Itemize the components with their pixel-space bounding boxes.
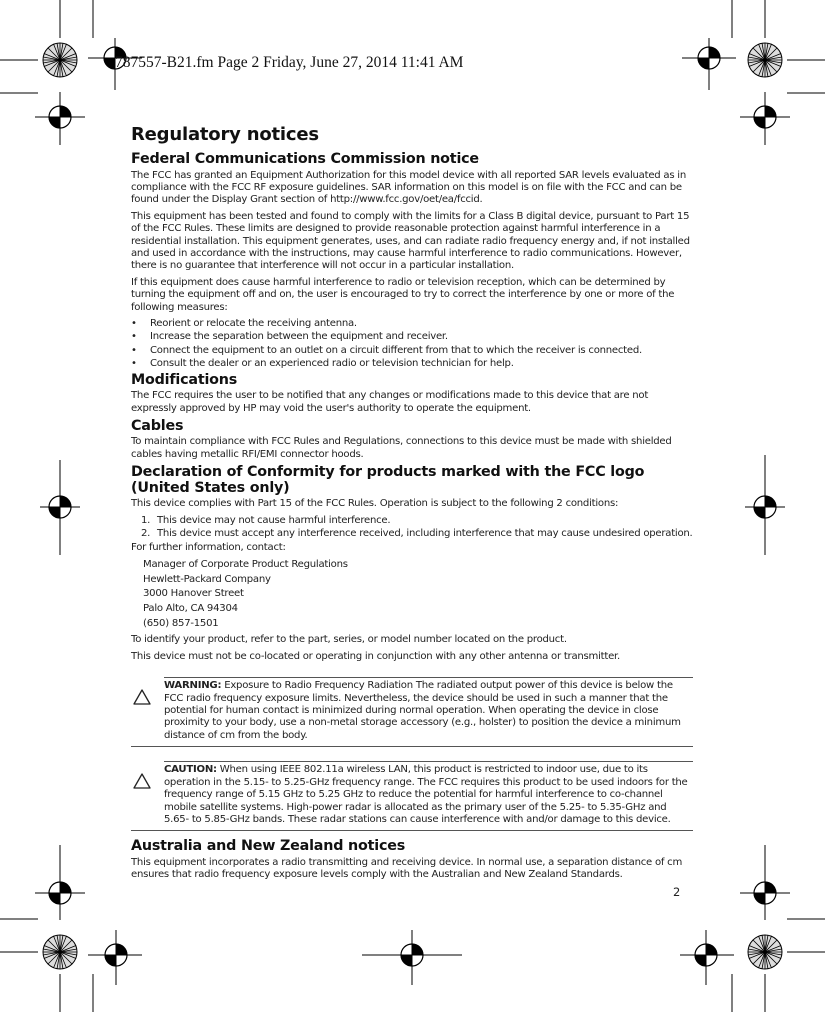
fcc-paragraph-1: The FCC has granted an Equipment Authorization for this model device with all reported SAR levels evaluated as in compliance with the FCC RF exposure guidelines. SAR information on this model is on file with the FCC and can be found under the Display Grant section of http://www.fcc.gov/oet/ea/fccid. [131, 169, 686, 206]
caution-text: When using IEEE 802.11a wireless LAN, this product is restricted to indoor use, due to its operation in the 5.15- to 5.25-GHz frequency range. The FCC requires this product to be used indoors for the frequency range of 5.15 GHz to 5.25 GHz to reduce the potential for harmful interference to co-channel mobile satellite systems. High-power radar is allocated as the primary user of the 5.25- to 5.35-GHz and 5.65- to 5.85-GHz bands. These radar stations can cause interference with and/or damage to this device. [164, 764, 688, 825]
address-line: Palo Alto, CA 94304 [143, 603, 238, 615]
list-text: This device must accept any interference received, including interference that may cause undesired operation. [157, 528, 693, 540]
page-title: Regulatory notices [131, 124, 319, 145]
australia-paragraph: This equipment incorporates a radio transmitting and receiving device. In normal use, a separation distance of cm ensures that radio frequency exposure levels comply with the Australian and New Zealand Standards. [131, 856, 683, 881]
page-number: 2 [673, 885, 681, 899]
declaration-paragraph-2: For further information, contact: [131, 542, 286, 554]
list-item: • Consult the dealer or an experienced radio or television technician for help. [131, 358, 693, 370]
declaration-paragraph-4: This device must not be co-located or operating in conjunction with any other antenna or transmitter. [131, 650, 620, 662]
cables-heading: Cables [131, 417, 184, 434]
document-body [131, 123, 693, 886]
list-item: • Increase the separation between the equipment and receiver. [131, 331, 693, 343]
caution-triangle-icon [133, 773, 151, 789]
caution-label: CAUTION: [164, 764, 217, 776]
declaration-heading: Declaration of Conformity for products marked with the FCC logo (United States only) [131, 464, 645, 496]
address-line: Manager of Corporate Product Regulations [143, 558, 348, 570]
conditions-list [131, 515, 693, 541]
declaration-paragraph-1: This device complies with Part 15 of the FCC Rules. Operation is subject to the following 2 conditions: [131, 498, 619, 510]
fcc-heading: Federal Communications Commission notice [131, 151, 479, 167]
interference-measures-list [131, 318, 693, 371]
contact-address [143, 559, 693, 631]
address-line: Hewlett-Packard Company [143, 573, 271, 585]
address-line: 3000 Hanover Street [143, 588, 244, 600]
caution-notice [131, 761, 693, 831]
warning-notice [131, 677, 693, 747]
warning-text: Exposure to Radio Frequency Radiation The radiated output power of this device is below the FCC radio frequency exposure limits. Nevertheless, the device should be used in such a manner that the potential for human contact is minimized during normal operation. When operating the device in close proximity to your body, use a non-metal storage accessory (e.g., holster) to position the device a minimum distance of cm from the body. [164, 680, 681, 741]
modifications-heading: Modifications [131, 371, 238, 388]
australia-heading: Australia and New Zealand notices [131, 838, 406, 855]
modifications-paragraph: The FCC requires the user to be notified that any changes or modifications made to this device that are not expressly approved by HP may void the user's authority to operate the equipment. [131, 390, 649, 414]
file-slug: 787557-B21.fm Page 2 Friday, June 27, 2014 11:41 AM [115, 54, 464, 71]
list-item [131, 528, 693, 540]
warning-triangle-icon [133, 689, 151, 705]
fcc-paragraph-3: If this equipment does cause harmful interference to radio or television reception, which can be determined by turning the equipment off and on, the user is encouraged to try to correct the interference by one or more of the following measures: [131, 276, 675, 313]
list-number: 1. [141, 514, 151, 526]
list-number: 2. [141, 528, 151, 540]
address-line: (650) 857-1501 [143, 618, 219, 630]
warning-label: WARNING: [164, 680, 222, 692]
list-item [131, 515, 693, 527]
list-item: • Reorient or relocate the receiving antenna. [131, 318, 693, 330]
list-item: • Connect the equipment to an outlet on a circuit different from that to which the receiver is connected. [131, 345, 693, 357]
cables-paragraph: To maintain compliance with FCC Rules and Regulations, connections to this device must be made with shielded cables having metallic RFI/EMI connector hoods. [131, 436, 672, 460]
declaration-paragraph-3: To identify your product, refer to the part, series, or model number located on the product. [131, 634, 567, 646]
fcc-paragraph-2: This equipment has been tested and found to comply with the limits for a Class B digital device, pursuant to Part 15 of the FCC Rules. These limits are designed to provide reasonable protection against harmful interference in a residential installation. This equipment generates, uses, and can radiate radio frequency energy and, if not installed and used in accordance with the instructions, may cause harmful interference to radio communications. However, there is no guarantee that interference will not occur in a particular installation. [131, 210, 690, 272]
list-text: This device may not cause harmful interference. [157, 514, 391, 526]
